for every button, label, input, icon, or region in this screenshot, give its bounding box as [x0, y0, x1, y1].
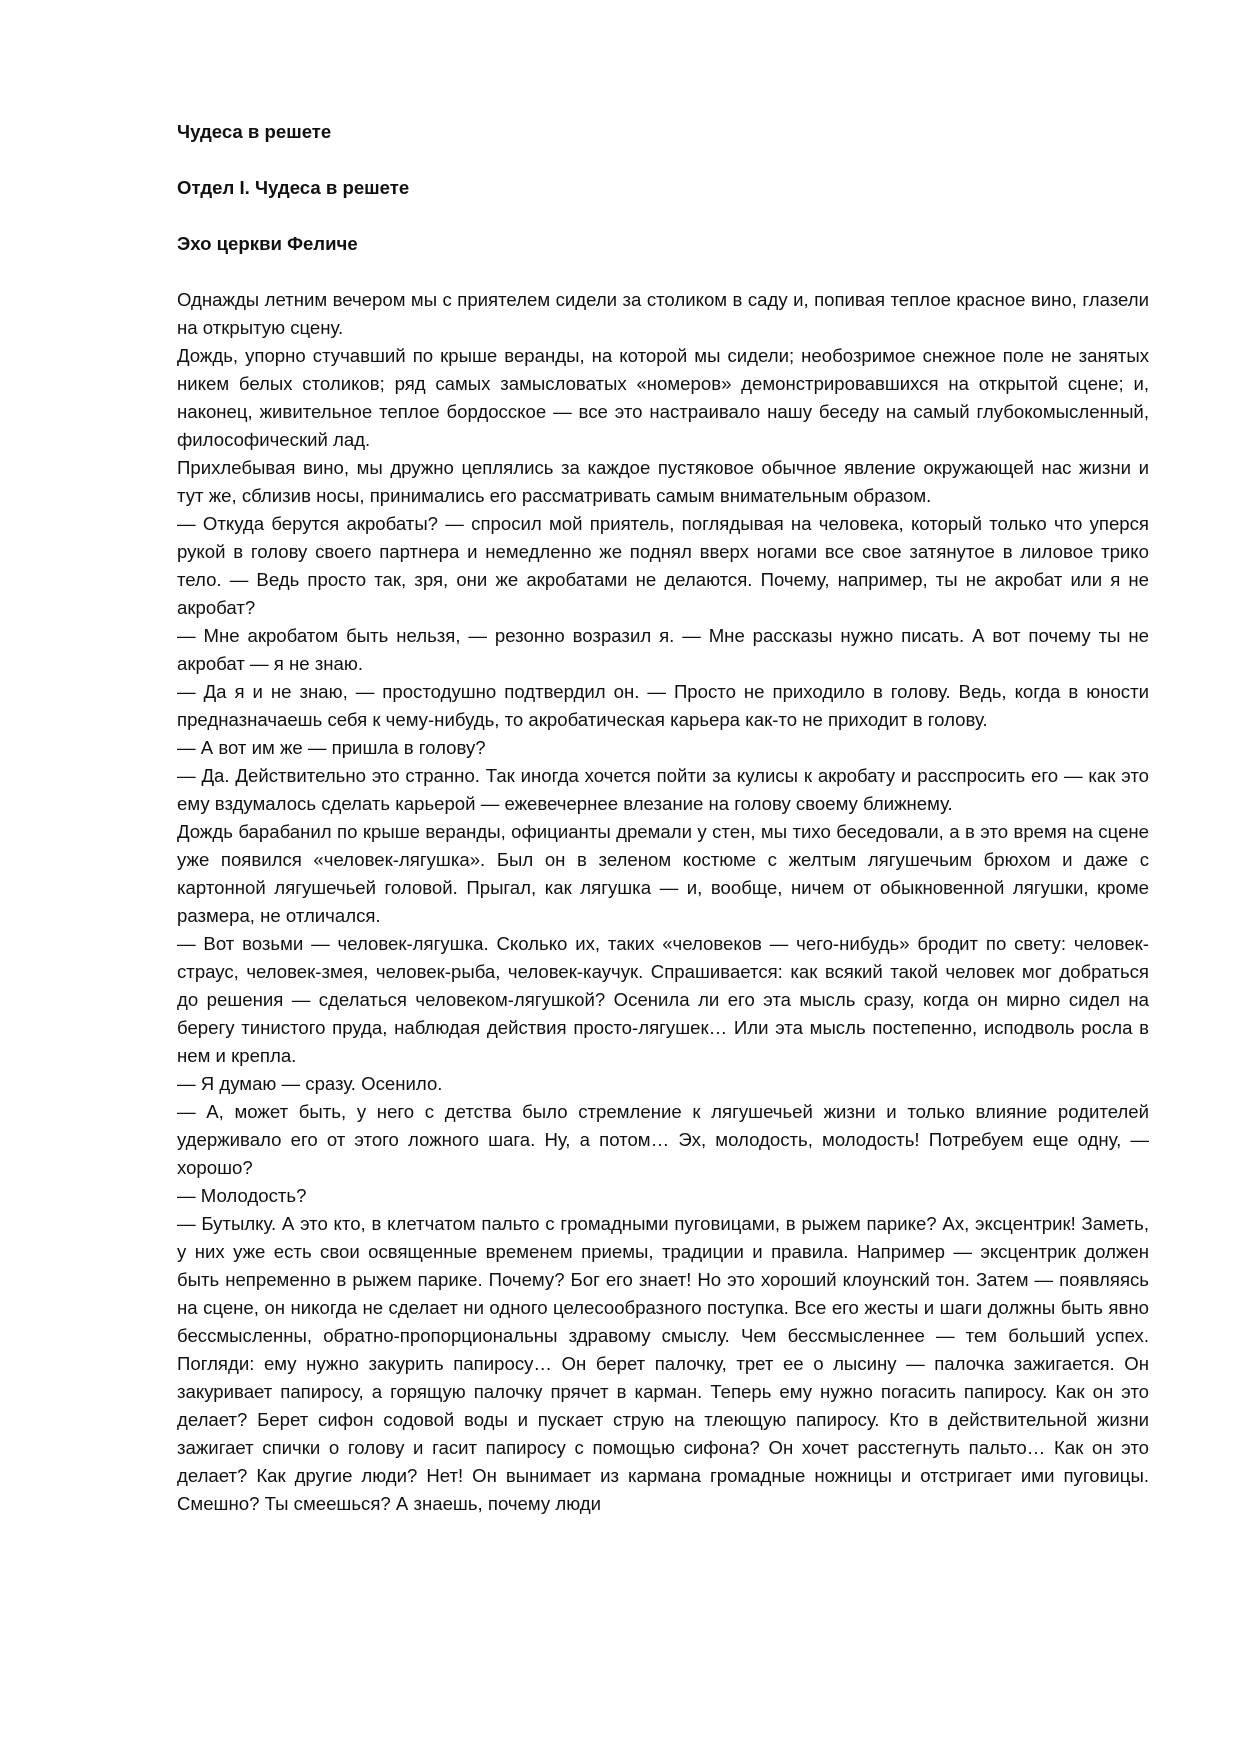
- paragraph: Дождь, упорно стучавший по крыше веранды, на которой мы сидели; необозримое снежное поле не занятых никем белых столиков; ряд самых замысловатых «номеров» демонстрировавшихся на открытой сцене; и, наконец, живительное теплое бордосское — все это настраивало нашу беседу на самый глубокомысленный, философический лад.: [177, 345, 1149, 450]
- paragraph: — Я думаю — сразу. Осенило.: [177, 1073, 443, 1094]
- paragraph: Прихлебывая вино, мы дружно цеплялись за каждое пустяковое обычное явление окружающей нас жизни и тут же, сблизив носы, принимались его рассматривать самым внимательным образом.: [177, 457, 1149, 506]
- story-title: Эхо церкви Феличе: [177, 233, 358, 254]
- paragraph: — Да. Действительно это странно. Так иногда хочется пойти за кулисы к акробату и расспросить его — как это ему вздумалось сделать карьерой — ежевечернее влезание на голову своему ближнему.: [177, 765, 1149, 814]
- document-body: [177, 118, 1149, 1518]
- paragraph: — Бутылку. А это кто, в клетчатом пальто с громадными пуговицами, в рыжем парике? Ах, эксцентрик! Заметь, у них уже есть свои освященные временем приемы, традиции и правила. Например — эксцентрик должен быть непременно в рыжем парике. Почему? Бог его знает! Но это хороший клоунский тон. Затем — появляясь на сцене, он никогда не сделает ни одного целесообразного поступка. Все его жесты и шаги должны быть явно бессмысленны, обратно-пропорциональны здравому смыслу. Чем бессмысленнее — тем больший успех. Погляди: ему нужно закурить папиросу… Он берет палочку, трет ее о лысину — палочка зажигается. Он закуривает папиросу, а горящую палочку прячет в карман. Теперь ему нужно погасить папиросу. Как он это делает? Берет сифон содовой воды и пускает струю на тлеющую папиросу. Кто в действительной жизни зажигает спички о голову и гасит папиросу с помощью сифона? Он хочет расстегнуть пальто… Как он это делает? Как другие люди? Нет! Он вынимает из кармана громадные ножницы и отстригает ими пуговицы. Смешно? Ты смеешься? А знаешь, почему люди: [177, 1213, 1149, 1514]
- book-title: Чудеса в решете: [177, 121, 332, 142]
- paragraph: — Мне акробатом быть нельзя, — резонно возразил я. — Мне рассказы нужно писать. А вот почему ты не акробат — я не знаю.: [177, 625, 1149, 674]
- paragraph: — А, может быть, у него с детства было стремление к лягушечьей жизни и только влияние родителей удерживало его от этого ложного шага. Ну, а потом… Эх, молодость, молодость! Потребуем еще одну, — хорошо?: [177, 1101, 1149, 1178]
- paragraph: — Да я и не знаю, — простодушно подтвердил он. — Просто не приходило в голову. Ведь, когда в юности предназначаешь себя к чему-нибудь, то акробатическая карьера как-то не приходит в голову.: [177, 681, 1149, 730]
- paragraph: Однажды летним вечером мы с приятелем сидели за столиком в саду и, попивая теплое красное вино, глазели на открытую сцену.: [177, 289, 1149, 338]
- spacer: [177, 258, 1149, 286]
- paragraph: Дождь барабанил по крыше веранды, официанты дремали у стен, мы тихо беседовали, а в это время на сцене уже появился «человек-лягушка». Был он в зеленом костюме с желтым лягушечьим брюхом и даже с картонной лягушечьей головой. Прыгал, как лягушка — и, вообще, ничем от обыкновенной лягушки, кроме размера, не отличался.: [177, 821, 1149, 926]
- spacer: [177, 146, 1149, 174]
- spacer: [177, 202, 1149, 230]
- paragraph: — А вот им же — пришла в голову?: [177, 737, 486, 758]
- paragraph: — Вот возьми — человек-лягушка. Сколько их, таких «человеков — чего-нибудь» бродит по свету: человек-страус, человек-змея, человек-рыба, человек-каучук. Спрашивается: как всякий такой человек мог добраться до решения — сделаться человеком-лягушкой? Осенила ли его эта мысль сразу, когда он мирно сидел на берегу тинистого пруда, наблюдая действия просто-лягушек… Или эта мысль постепенно, исподволь росла в нем и крепла.: [177, 933, 1149, 1066]
- section-title: Отдел I. Чудеса в решете: [177, 177, 410, 198]
- paragraph: — Откуда берутся акробаты? — спросил мой приятель, поглядывая на человека, который только что уперся рукой в голову своего партнера и немедленно же поднял вверх ногами все свое затянутое в лиловое трико тело. — Ведь просто так, зря, они же акробатами не делаются. Почему, например, ты не акробат или я не акробат?: [177, 513, 1149, 618]
- paragraph: — Молодость?: [177, 1185, 307, 1206]
